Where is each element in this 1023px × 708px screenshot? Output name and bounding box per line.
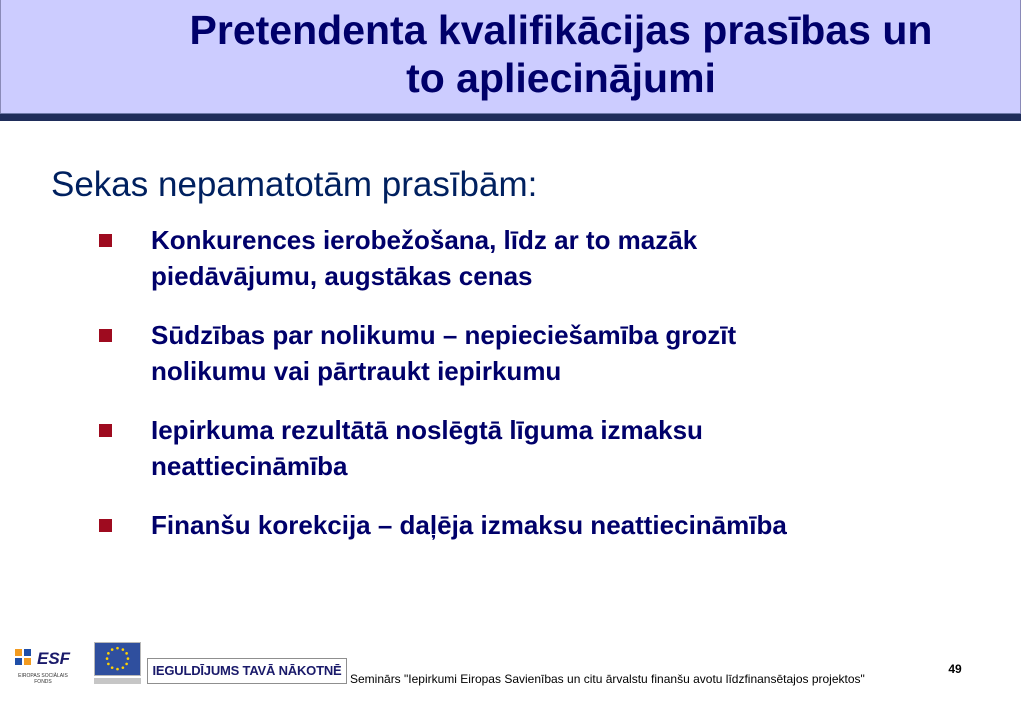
bullet-text-line: Finanšu korekcija – daļēja izmaksu neattiecināmība [151,510,787,540]
eu-logo [94,642,141,687]
square-bullet-icon [99,329,112,342]
bullet-item-3 [96,412,976,484]
bullet-text-line: Sūdzības par nolikumu – nepieciešamība grozīt [151,320,737,350]
investment-slogan: IEGULDĪJUMS TAVĀ NĀKOTNĒ [147,658,347,684]
esf-logo [12,642,74,687]
slide-title-bar [0,0,1021,114]
slide-title-line-1: Pretendenta kvalifikācijas prasības un [189,7,933,53]
slide-subtitle: Sekas nepamatotām prasībām: [51,165,538,204]
eu-flag-icon [94,642,141,676]
page-number: 49 [948,662,962,676]
esf-logo-icon [14,646,36,668]
bullet-text-line: neattiecināmība [151,451,348,481]
bullet-text-line: Iepirkuma rezultātā noslēgtā līguma izmaksu [151,415,703,445]
bullet-item-4 [96,507,976,543]
bullet-text-line: piedāvājumu, augstākas cenas [151,261,533,291]
seminar-caption: Seminārs "Iepirkumi Eiropas Savienības un citu ārvalstu finanšu avotu līdzfinansētajos projektos" [350,672,865,686]
bullet-list [96,222,976,566]
bullet-item-1 [96,222,976,294]
square-bullet-icon [99,424,112,437]
square-bullet-icon [99,234,112,247]
bullet-text-line: nolikumu vai pārtraukt iepirkumu [151,356,562,386]
bullet-text-line: Konkurences ierobežošana, līdz ar to mazāk [151,225,698,255]
esf-logo-caption-line-1: EIROPAS SOCIĀLAIS [18,673,68,679]
square-bullet-icon [99,519,112,532]
slide-title [101,6,1021,102]
slide-footer [0,634,1023,708]
eu-logo-caption [94,678,141,684]
bullet-item-2 [96,317,976,389]
esf-logo-caption-line-2: FONDS [34,679,52,685]
esf-logo-caption [12,673,74,685]
slide-title-line-2: to apliecinājumi [406,55,716,101]
esf-logo-letters: ESF [37,649,71,668]
